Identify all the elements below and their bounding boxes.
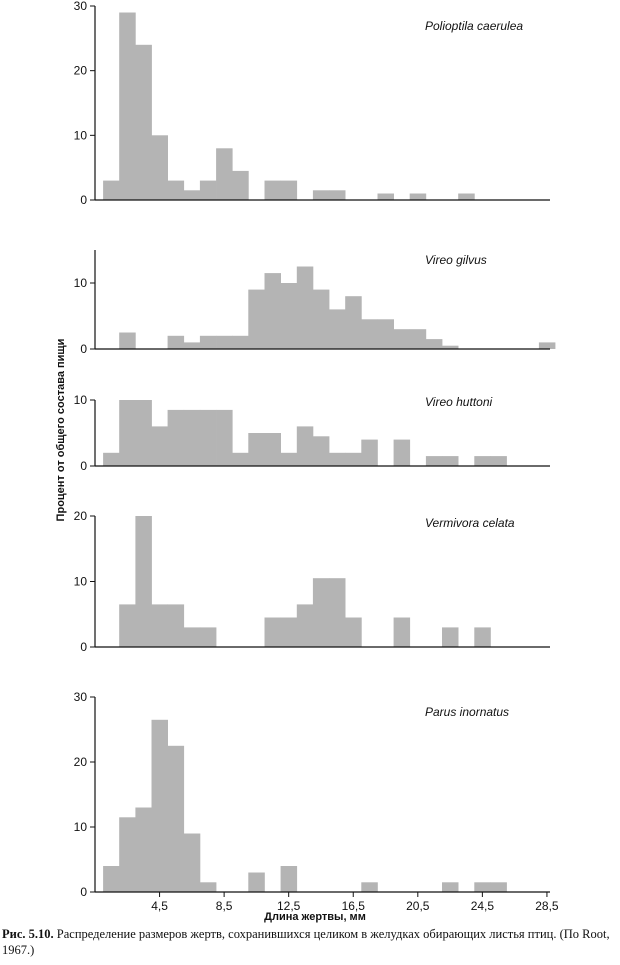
histogram-bar xyxy=(539,342,556,349)
histogram-bar xyxy=(200,410,217,466)
histogram-bar xyxy=(152,426,169,466)
histogram-bar xyxy=(361,440,378,466)
histogram-bar xyxy=(119,333,136,350)
histogram-bar xyxy=(313,578,330,647)
x-tick-label: 12,5 xyxy=(277,899,301,913)
histogram-bar xyxy=(200,627,217,647)
histogram-bar xyxy=(184,834,201,893)
x-tick-label: 4,5 xyxy=(151,899,168,913)
histogram-bar xyxy=(232,336,249,349)
histogram-bar xyxy=(394,440,411,466)
species-title: Parus inornatus xyxy=(425,705,510,719)
histogram-bar xyxy=(103,866,120,892)
histogram-bar xyxy=(119,13,136,201)
histogram-bar xyxy=(152,604,169,647)
histogram-bar xyxy=(135,400,152,466)
histogram-bar xyxy=(168,181,185,200)
histogram-bar xyxy=(329,190,346,200)
histogram-bar xyxy=(378,319,395,349)
histogram-bar xyxy=(394,618,411,648)
histogram-bar xyxy=(474,627,491,647)
histogram-bar xyxy=(329,309,346,349)
histogram-bar xyxy=(168,336,185,349)
histogram-bar xyxy=(281,181,298,200)
histogram-bar xyxy=(265,181,282,200)
histogram-bar xyxy=(135,45,152,200)
y-tick-label: 10 xyxy=(73,574,87,589)
x-tick-label: 28,5 xyxy=(535,899,559,913)
histogram-bar xyxy=(361,882,378,892)
figure-caption xyxy=(2,926,618,958)
histogram-bar xyxy=(297,604,314,647)
histogram-bar xyxy=(474,882,491,892)
histogram-bar xyxy=(168,410,185,466)
histogram-bar xyxy=(329,578,346,647)
y-tick-label: 0 xyxy=(80,342,87,356)
y-tick-label: 0 xyxy=(80,193,87,207)
histogram-bar xyxy=(313,190,330,200)
histogram-bar xyxy=(184,190,201,200)
histogram-bar xyxy=(135,516,152,647)
histogram-bar xyxy=(329,453,346,466)
histogram-bar xyxy=(119,400,136,466)
histogram-bar xyxy=(410,194,427,201)
histogram-bar xyxy=(458,194,475,201)
y-tick-label: 0 xyxy=(80,459,87,473)
y-tick-label: 30 xyxy=(73,690,87,704)
histogram-bar xyxy=(281,866,298,892)
y-tick-label: 0 xyxy=(80,640,87,654)
histogram-bar xyxy=(119,604,136,647)
histogram-bar xyxy=(248,433,264,466)
caption-label: Рис. 5.10. xyxy=(2,927,54,941)
y-tick-label: 0 xyxy=(80,885,87,899)
histogram-bar xyxy=(490,456,507,466)
histogram-panel xyxy=(74,250,556,356)
histogram-bar xyxy=(232,453,249,466)
histogram-bar xyxy=(281,618,298,648)
y-tick-label: 10 xyxy=(73,128,87,143)
histogram-bar xyxy=(442,627,459,647)
histogram-bar xyxy=(426,339,443,349)
histogram-bar xyxy=(378,194,395,201)
histogram-bar xyxy=(442,882,459,892)
species-title: Vireo gilvus xyxy=(425,253,487,267)
histogram-bar xyxy=(313,290,330,349)
histogram-bar xyxy=(248,873,264,893)
histogram-bar xyxy=(200,882,217,892)
histogram-bar xyxy=(345,296,362,349)
species-title: Vireo huttoni xyxy=(425,395,493,409)
histogram-bar xyxy=(426,456,443,466)
histogram-bar xyxy=(490,882,507,892)
histogram-bar xyxy=(313,436,330,466)
histogram-bar xyxy=(361,319,378,349)
histogram-bar xyxy=(474,456,491,466)
histogram-panel xyxy=(74,509,550,654)
histogram-bar xyxy=(184,627,201,647)
x-tick-label: 24,5 xyxy=(470,899,495,913)
histogram-bar xyxy=(103,181,120,200)
x-tick-label: 16,5 xyxy=(341,899,365,913)
histogram-bar xyxy=(281,453,298,466)
histogram-bar xyxy=(152,135,169,200)
histogram-bar xyxy=(103,453,120,466)
y-tick-label: 30 xyxy=(73,0,87,13)
histogram-bar xyxy=(297,267,314,350)
histogram-bar xyxy=(265,618,282,648)
histogram-bar xyxy=(410,329,427,349)
histogram-bar xyxy=(152,720,169,892)
histogram-bar xyxy=(168,604,185,647)
histogram-bar xyxy=(345,618,362,648)
histogram-panel xyxy=(74,393,550,473)
histogram-bar xyxy=(442,456,459,466)
histogram-bar xyxy=(232,171,249,200)
histogram-bar xyxy=(248,290,264,349)
histogram-bar xyxy=(216,410,233,466)
x-tick-label: 20,5 xyxy=(406,899,430,913)
species-title: Polioptila caerulea xyxy=(425,19,524,33)
caption-text: Распределение размеров жертв, сохранившихся целиком в желудках обирающих листья птиц. (По Root, 1967.) xyxy=(2,927,610,957)
histogram-bar xyxy=(135,808,152,893)
histogram-bar xyxy=(119,817,136,892)
x-tick-label: 8,5 xyxy=(215,899,233,913)
y-tick-label: 20 xyxy=(73,509,87,523)
histogram-bar xyxy=(184,410,201,466)
y-tick-label: 10 xyxy=(73,820,87,834)
histogram-bar xyxy=(281,283,298,349)
histogram-bar xyxy=(216,148,233,200)
histogram-bar xyxy=(184,342,201,349)
histogram-bar xyxy=(216,336,233,349)
y-tick-label: 20 xyxy=(73,755,87,769)
histogram-bar xyxy=(200,181,217,200)
histogram-bar xyxy=(345,453,362,466)
shared-ylabel: Процент от общего состава пищи xyxy=(55,338,67,522)
species-title: Vermivora celata xyxy=(425,516,515,530)
histogram-bar xyxy=(265,273,282,349)
y-tick-label: 20 xyxy=(73,63,87,78)
histogram-bar xyxy=(297,426,314,466)
y-tick-label: 10 xyxy=(73,276,87,290)
x-axis-label: Длина жертвы, мм xyxy=(264,911,366,923)
histogram-panel xyxy=(74,0,550,207)
histogram-bar xyxy=(200,336,217,349)
histogram-bar xyxy=(265,433,282,466)
y-tick-label: 10 xyxy=(73,393,87,407)
histogram-bar xyxy=(168,746,185,892)
histogram-panel xyxy=(74,690,559,923)
histogram-bar xyxy=(394,329,411,349)
